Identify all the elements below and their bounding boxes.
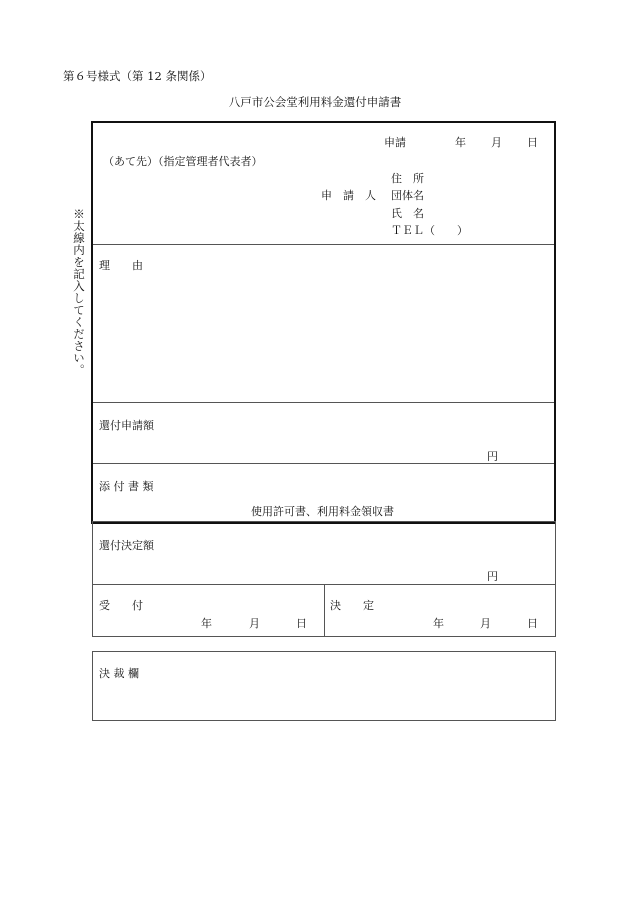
reception-year: 年	[201, 617, 212, 630]
refund-decision-section	[92, 521, 556, 585]
applicant-section	[91, 121, 556, 524]
decision-month: 月	[480, 617, 491, 630]
form-title: 八戸市公会堂利用料金還付申請書	[228, 95, 402, 109]
organization-label[interactable]: 団体名	[391, 189, 424, 202]
side-note: ※太線内を記入してください。	[72, 208, 86, 376]
approval-section	[92, 651, 556, 721]
date-month: 月	[491, 136, 502, 149]
name-label[interactable]: 氏 名	[391, 207, 424, 220]
tel-label[interactable]: ＴＥＬ（ ）	[391, 224, 468, 237]
reception-month: 月	[249, 617, 260, 630]
approval-label: 決 裁 欄	[99, 667, 139, 680]
address-label[interactable]: 住 所	[391, 172, 424, 185]
reception-day: 日	[296, 617, 307, 630]
refund-request-label: 還付申請額	[99, 419, 154, 432]
refund-request-unit: 円	[487, 450, 498, 463]
divider	[93, 244, 554, 245]
attachments-label: 添 付 書 類	[99, 480, 154, 493]
decision-year: 年	[433, 617, 444, 630]
divider	[324, 585, 325, 636]
date-year: 年	[455, 136, 466, 149]
refund-decision-label: 還付決定額	[99, 539, 154, 552]
reception-label: 受 付	[99, 599, 143, 612]
applicant-label: 申 請 人	[321, 189, 376, 202]
reception-decision-section	[92, 584, 556, 637]
divider	[93, 463, 554, 464]
decision-label: 決 定	[330, 599, 374, 612]
reason-field[interactable]	[93, 273, 552, 401]
date-label: 申請	[384, 136, 406, 149]
divider	[93, 402, 554, 403]
date-day: 日	[527, 136, 538, 149]
attachments-value: 使用許可書、利用料金領収書	[251, 505, 394, 518]
form-number: 第６号様式（第 12 条関係）	[63, 69, 212, 83]
decision-day: 日	[527, 617, 538, 630]
refund-decision-unit: 円	[487, 570, 498, 583]
addressee: （あて先）（指定管理者代表者）	[103, 155, 263, 168]
reason-label: 理 由	[99, 259, 143, 272]
